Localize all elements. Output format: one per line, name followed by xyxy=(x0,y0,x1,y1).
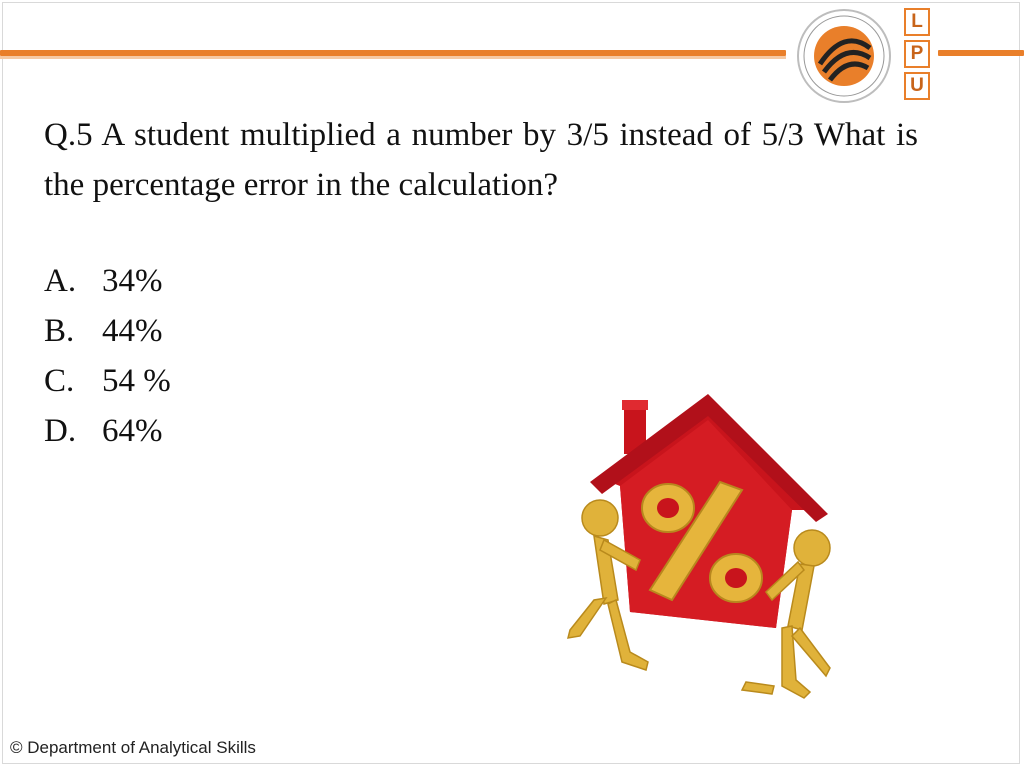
option-value: 54 % xyxy=(102,363,171,399)
option-value: 64% xyxy=(102,413,163,449)
university-seal-logo xyxy=(796,8,892,104)
footer-copyright: © Department of Analytical Skills xyxy=(10,738,256,757)
logo-letter-u: U xyxy=(904,72,930,100)
header-bar-right xyxy=(938,50,1024,56)
logo-letter-p: P xyxy=(904,40,930,68)
option-c xyxy=(44,356,171,406)
header-bar-shadow xyxy=(0,56,786,59)
option-letter: D. xyxy=(44,413,77,449)
answer-options xyxy=(44,256,171,456)
option-value: 34% xyxy=(102,263,163,299)
option-value: 44% xyxy=(102,313,163,349)
question-text: Q.5 A student multiplied a number by 3/5 instead of 5/3 What is the percentage error in the calculation? xyxy=(44,117,918,203)
option-d xyxy=(44,406,171,456)
option-letter: C. xyxy=(44,363,75,399)
option-b xyxy=(44,306,171,356)
percent-house-icon xyxy=(560,390,850,710)
option-letter: A. xyxy=(44,263,77,299)
logo-letter-l: L xyxy=(904,8,930,36)
option-a xyxy=(44,256,171,306)
option-letter: B. xyxy=(44,313,75,349)
